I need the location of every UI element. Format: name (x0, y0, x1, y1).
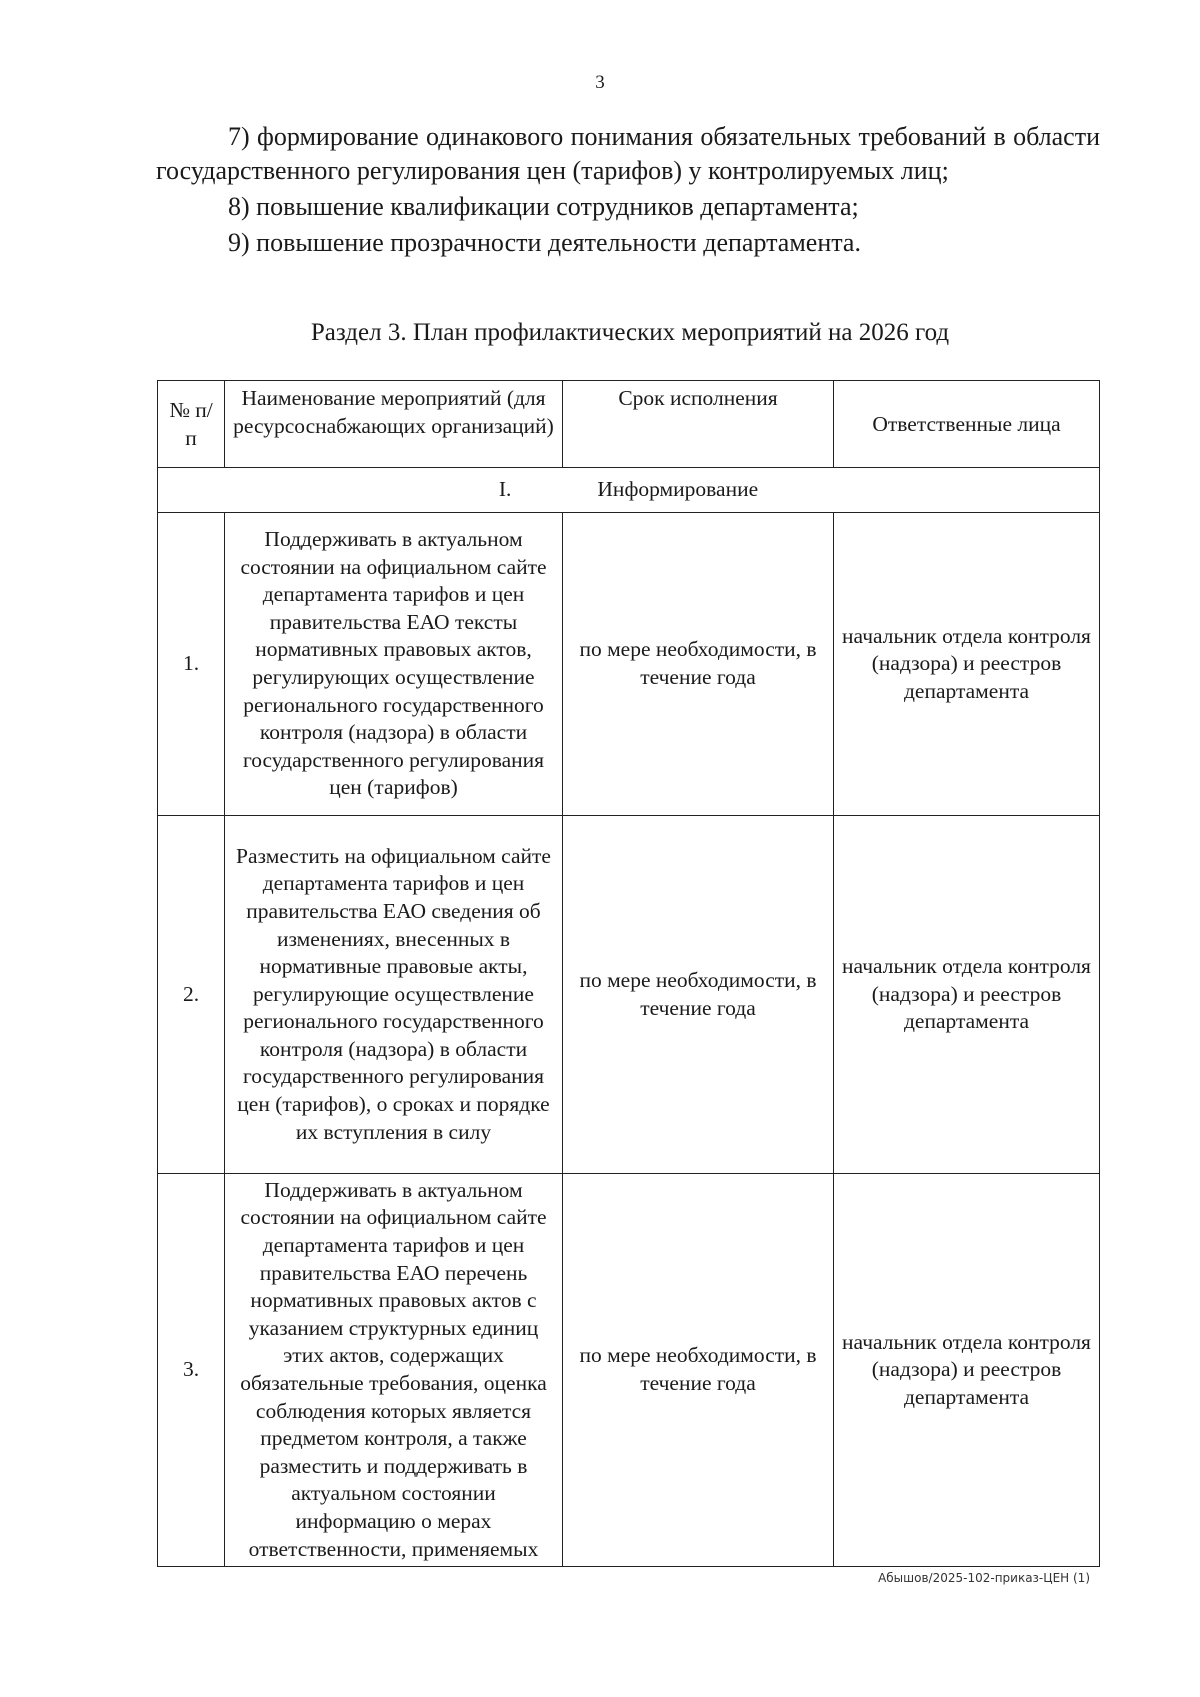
table-header-row (158, 381, 1100, 468)
row-name: Поддерживать в актуальном состоянии на официальном сайте департамента тарифов и цен правительства ЕАО тексты нормативных правовых актов, регулирующих осуществление регионального государственного контроля (надзора) в области государственного регулирования цен (тарифов) (225, 513, 563, 816)
row-num: 3. (158, 1174, 225, 1567)
table-row (158, 816, 1100, 1174)
row-responsible: начальник отдела контроля (надзора) и реестров департамента (834, 1174, 1100, 1567)
paragraph-item-9: 9) повышение прозрачности деятельности департамента. (228, 228, 861, 257)
row-deadline: по мере необходимости, в течение года (563, 816, 834, 1174)
header-deadline: Срок исполнения (563, 381, 834, 468)
row-name: Поддерживать в актуальном состоянии на официальном сайте департамента тарифов и цен правительства ЕАО перечень нормативных правовых актов с указанием структурных единиц этих актов, содержащих обязательные требования, оценка соблюдения которых является предметом контроля, а также разместить и поддерживать в актуальном состоянии информацию о мерах ответственности, применяемых (225, 1174, 563, 1567)
row-num: 1. (158, 513, 225, 816)
header-num: № п/п (158, 381, 225, 468)
section-row (158, 468, 1100, 513)
document-reference: Абышов/2025-102-приказ-ЦЕН (1) (878, 1571, 1090, 1585)
row-deadline: по мере необходимости, в течение года (563, 1174, 834, 1567)
row-num: 2. (158, 816, 225, 1174)
paragraph-item-8: 8) повышение квалификации сотрудников департамента; (228, 192, 859, 221)
prevention-plan-table (157, 380, 1100, 1567)
paragraph-item-7: 7) формирование одинакового понимания обязательных требований в области государственного регулирования цен (тарифов) у контролируемых лиц; (156, 122, 1100, 185)
section-cell (158, 468, 1100, 513)
table-row (158, 1174, 1100, 1567)
row-responsible: начальник отдела контроля (надзора) и реестров департамента (834, 513, 1100, 816)
section-title: Раздел 3. План профилактических мероприятий на 2026 год (310, 319, 950, 346)
intro-paragraphs (156, 120, 1100, 262)
section-number: I. (498, 477, 512, 502)
section-label: Информирование (597, 477, 759, 502)
row-responsible: начальник отдела контроля (надзора) и реестров департамента (834, 816, 1100, 1174)
header-responsible: Ответственные лица (834, 381, 1100, 468)
row-name: Разместить на официальном сайте департамента тарифов и цен правительства ЕАО сведения об изменениях, внесенных в нормативные правовые акты, регулирующие осуществление регионального государственного контроля (надзора) в области государственного регулирования цен (тарифов), о сроках и порядке их вступления в силу (225, 816, 563, 1174)
table-row (158, 513, 1100, 816)
page-number: 3 (595, 72, 605, 93)
row-deadline: по мере необходимости, в течение года (563, 513, 834, 816)
header-name: Наименование мероприятий (для ресурсоснабжающих организаций) (225, 381, 563, 468)
